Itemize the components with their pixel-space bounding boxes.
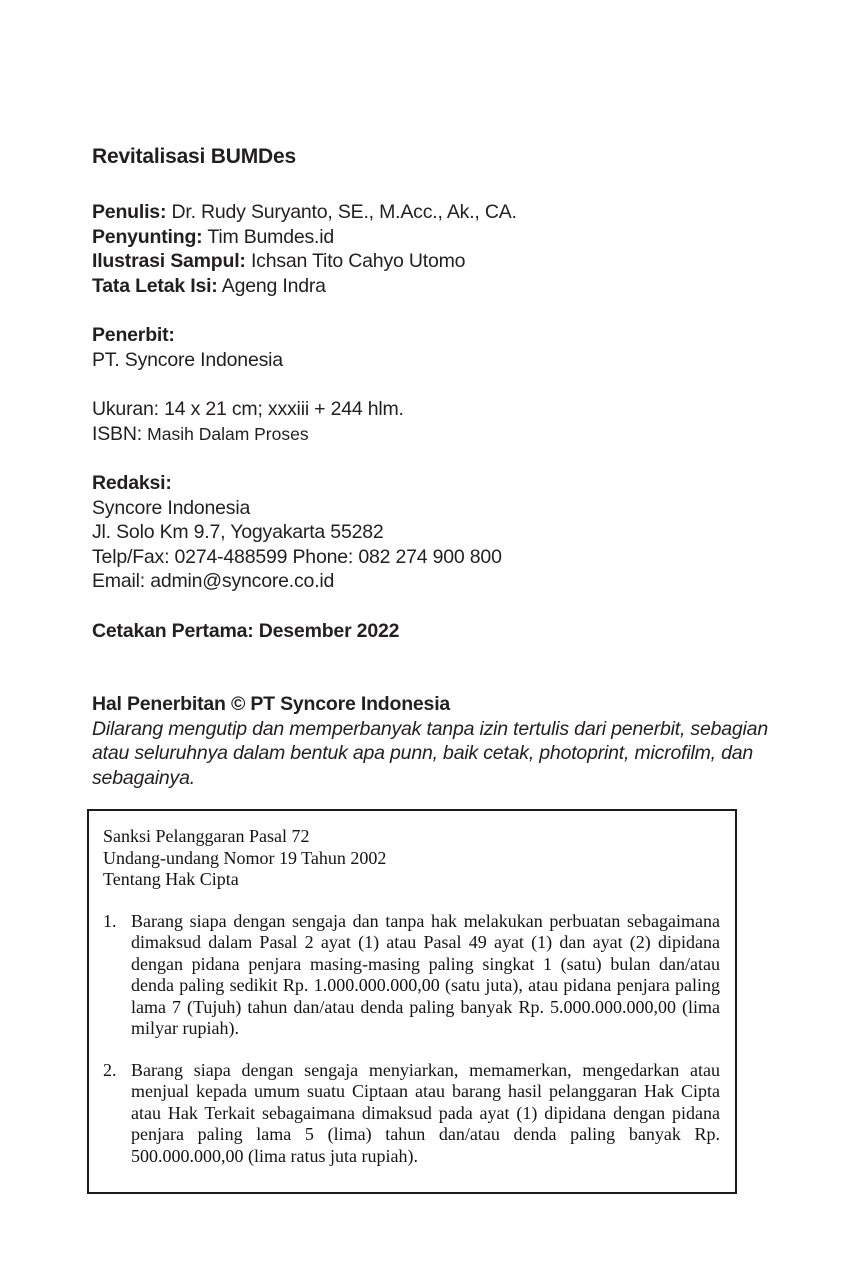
credit-label: Tata Letak Isi: (92, 274, 218, 297)
redaksi-company: Syncore Indonesia (92, 496, 251, 519)
credit-label: Penyunting: (92, 225, 203, 248)
sanction-item-2 (103, 1060, 720, 1168)
credit-line-ilustrasi-sampul (92, 249, 783, 274)
credit-value: Dr. Rudy Suryanto, SE., M.Acc., Ak., CA. (171, 201, 517, 223)
sanction-item-text: Barang siapa dengan sengaja dan tanpa hak melakukan perbuatan sebagaimana dimaksud dalam Pasal 2 ayat (1) atau Pasal 49 ayat (1) dan ayat (2) dipidana dengan pidana penjara masing-masing paling singkat 1 (satu) bulan dan/atau denda paling sedikit Rp. 1.000.000.000,00 (satu juta), atau pidana penjara paling lama 7 (Tujuh) tahun dan/atau denda paling banyak Rp. 5.000.000.000,00 (lima milyar rupiah). (131, 910, 720, 1038)
sanction-header-line: Sanksi Pelanggaran Pasal 72 (103, 826, 310, 846)
copyright-block (92, 692, 783, 790)
isbn-label: ISBN: (92, 422, 142, 445)
credit-value: Ichsan Tito Cahyo Utomo (250, 250, 466, 272)
isbn-value: Masih Dalam Proses (147, 423, 309, 444)
credit-label: Ilustrasi Sampul: (92, 250, 246, 272)
sanction-item-1 (103, 911, 720, 1040)
credit-value: Tim Bumdes.id (207, 225, 335, 248)
edition-line: Cetakan Pertama: Desember 2022 (92, 619, 400, 642)
sanction-item-text: Barang siapa dengan sengaja menyiarkan, memamerkan, mengedarkan atau menjual kepada umum suatu Ciptaan atau barang hasil pelanggaran Hak Cipta atau Hak Terkait sebagaimana dimaksud pada ayat (1) dipidana dengan pidana penjara paling lama 5 (lima) tahun dan/atau denda paling banyak Rp. 500.000.000,00 (lima ratus juta rupiah). (131, 1059, 720, 1166)
specs-block (92, 397, 783, 446)
publisher-block (92, 323, 783, 372)
redaksi-label: Redaksi: (92, 472, 172, 494)
credit-line-penyunting (92, 225, 783, 250)
copyright-notice: Dilarang mengutip dan memperbanyak tanpa izin tertulis dari penerbit, sebagian atau seluruhnya dalam bentuk apa punn, baik cetak, photoprint, microfilm, dan sebagainya. (92, 717, 768, 789)
redaksi-address: Jl. Solo Km 9.7, Yogyakarta 55282 (92, 521, 384, 543)
redaksi-block (92, 471, 783, 594)
sanction-item-number: 2. (103, 1059, 117, 1080)
redaksi-phone: Telp/Fax: 0274-488599 Phone: 082 274 900 800 (92, 545, 502, 568)
copyright-heading: Hal Penerbitan © PT Syncore Indonesia (92, 693, 451, 715)
credit-line-penulis (92, 200, 783, 225)
publisher-name: PT. Syncore Indonesia (92, 348, 283, 371)
isbn-line (92, 422, 783, 447)
publisher-label: Penerbit: (92, 324, 175, 346)
credit-value: Ageng Indra (221, 274, 326, 297)
sanction-item-number: 1. (103, 910, 117, 931)
sanction-header-line: Undang-undang Nomor 19 Tahun 2002 (103, 847, 387, 868)
credits-block (92, 200, 783, 298)
credit-line-tata-letak (92, 274, 783, 299)
redaksi-email: Email: admin@syncore.co.id (92, 570, 335, 592)
sanction-header-line: Tentang Hak Cipta (103, 869, 239, 889)
book-title: Revitalisasi BUMDes (92, 145, 296, 168)
sanction-box (87, 809, 737, 1194)
book-size-line: Ukuran: 14 x 21 cm; xxxiii + 244 hlm. (92, 398, 404, 420)
credit-label: Penulis: (92, 201, 167, 223)
